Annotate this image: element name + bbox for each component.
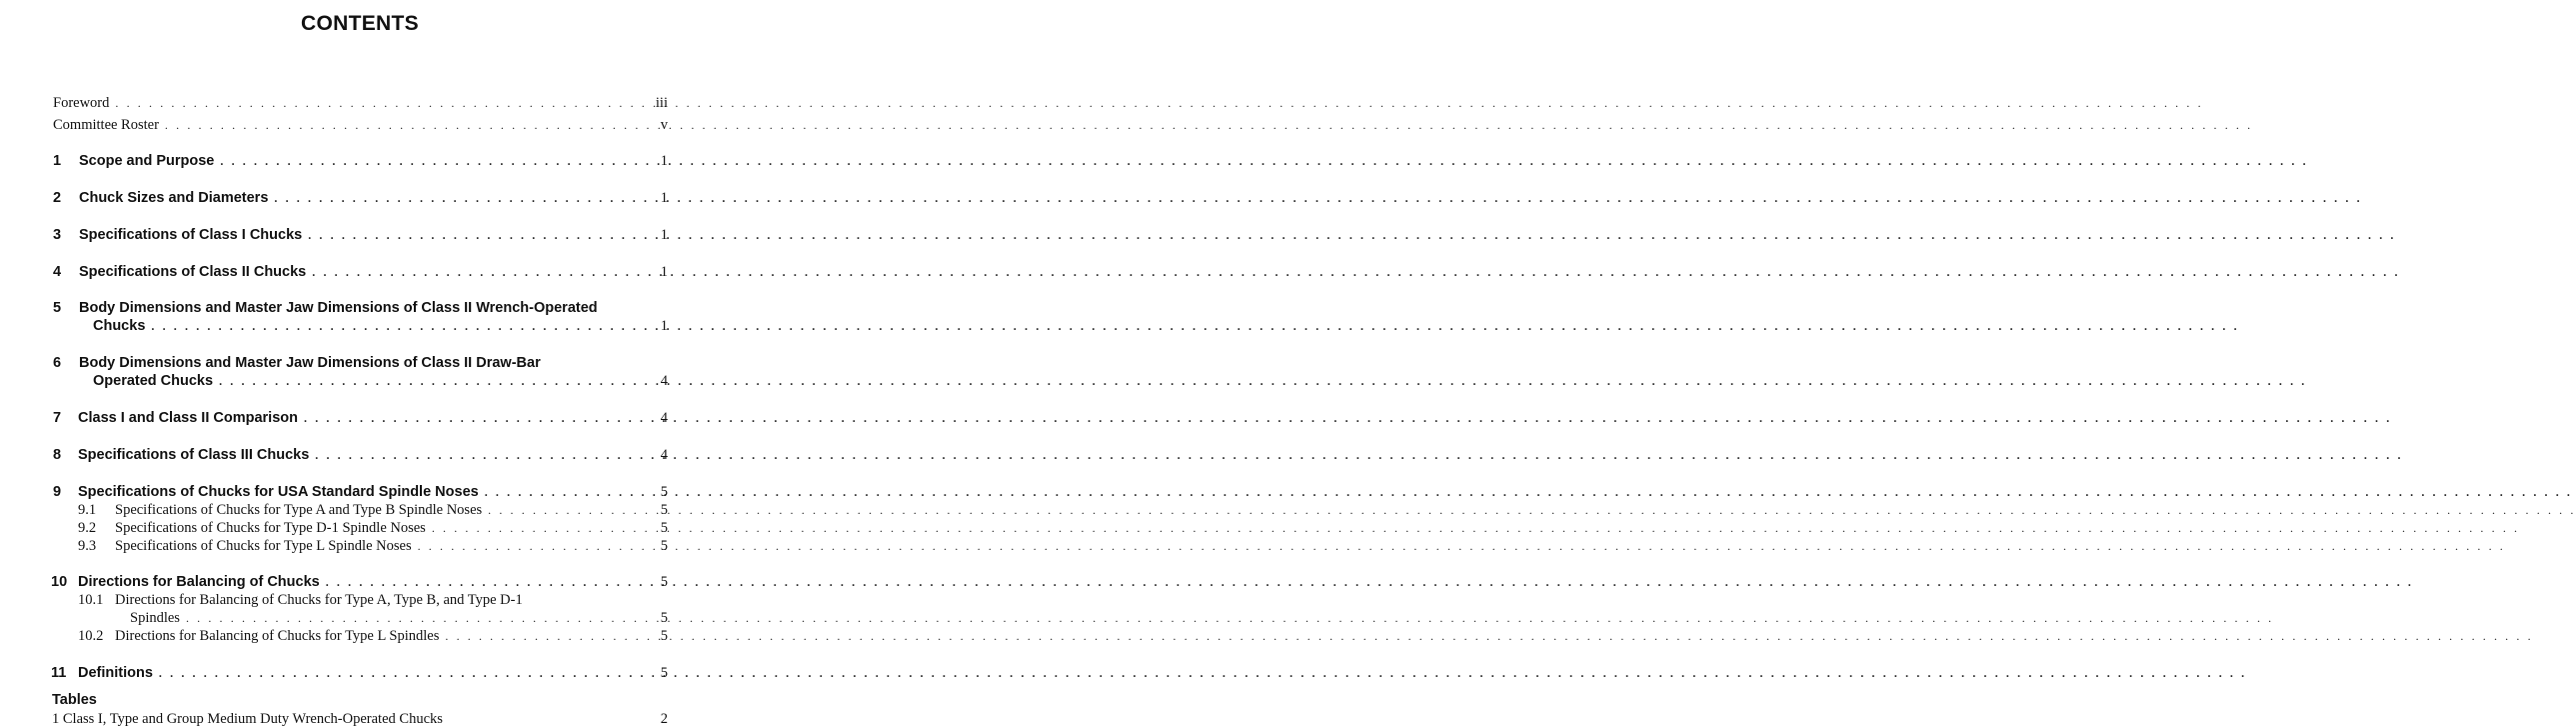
toc-entry-section-9[interactable] — [78, 484, 632, 502]
toc-entry-section-2[interactable] — [79, 190, 632, 208]
leader-dots — [432, 521, 2520, 536]
section-number: 7 — [53, 410, 62, 426]
leader-dots — [220, 154, 2308, 169]
entry-page-number: 1 — [660, 190, 668, 206]
entry-label: Definitions — [78, 665, 153, 681]
entry-page-number: 4 — [660, 410, 668, 426]
toc-entry-section-10[interactable] — [78, 574, 632, 592]
toc-page — [0, 0, 748, 727]
toc-entry-section-4[interactable] — [79, 264, 632, 282]
entry-label: Specifications of Class I Chucks — [79, 227, 303, 243]
entry-label: Specifications of Chucks for Type A and Type B Spindle Noses — [115, 502, 483, 518]
tables-heading: Tables — [52, 692, 97, 708]
subsection-number: 9.2 — [78, 520, 97, 536]
entry-page-number: 5 — [660, 502, 668, 518]
toc-entry-section-11[interactable] — [78, 665, 632, 683]
leader-dots — [274, 191, 2362, 206]
entry-label: Specifications of Class III Chucks — [78, 447, 310, 463]
toc-entry-section-6-line-2[interactable] — [93, 373, 632, 391]
entry-page-number: v — [660, 117, 668, 133]
entry-label: Directions for Balancing of Chucks for Type L Spindles — [115, 628, 440, 644]
section-number: 10 — [51, 574, 68, 590]
entry-page-number: 5 — [660, 520, 668, 536]
leader-dots — [418, 539, 2506, 554]
entry-label: Specifications of Chucks for Type L Spindle Noses — [115, 538, 412, 554]
toc-entry-subsection-10-1-line-1[interactable] — [115, 592, 645, 610]
leader-dots — [445, 629, 2533, 644]
section-number: 2 — [53, 190, 62, 206]
toc-entry-section-6-line-1[interactable] — [79, 355, 639, 373]
subsection-number: 9.1 — [78, 502, 97, 518]
toc-entry-section-8[interactable] — [78, 447, 632, 465]
leader-dots — [219, 374, 2307, 389]
entry-label: Foreword — [53, 95, 110, 111]
section-number: 5 — [53, 300, 62, 316]
entry-label-continued: Operated Chucks — [93, 373, 214, 389]
section-number: 11 — [51, 665, 67, 681]
toc-entry-section-3[interactable] — [79, 227, 632, 245]
entry-page-number: 1 — [660, 264, 668, 280]
entry-page-number: 4 — [660, 373, 668, 389]
section-number: 8 — [53, 447, 62, 463]
toc-entry-foreword[interactable] — [53, 95, 632, 113]
entry-label-continued: Spindles — [130, 610, 180, 626]
entry-page-number: 1 — [660, 318, 668, 334]
entry-page-number: 5 — [660, 628, 668, 644]
entry-page-number: 5 — [660, 574, 668, 590]
entry-label: Specifications of Chucks for USA Standard Spindle Noses — [78, 484, 479, 500]
entry-label: Body Dimensions and Master Jaw Dimensions of Class II Wrench-Operated — [79, 300, 598, 316]
entry-label: Scope and Purpose — [79, 153, 215, 169]
entry-label: Chuck Sizes and Diameters — [79, 190, 269, 206]
entry-label: Committee Roster — [53, 117, 159, 133]
entry-page-number: 5 — [660, 665, 668, 681]
toc-entry-subsection-10-2[interactable] — [115, 628, 632, 646]
entry-page-number: iii — [655, 95, 668, 111]
entry-label: Class I and Class II Comparison — [78, 410, 298, 426]
entry-label: 1 Class I, Type and Group Medium Duty Wrench-Operated Chucks — [52, 711, 443, 727]
leader-dots — [315, 448, 2403, 463]
entry-label: Directions for Balancing of Chucks — [78, 574, 320, 590]
subsection-number: 10.2 — [78, 628, 104, 644]
leader-dots — [304, 411, 2392, 426]
subsection-number: 10.1 — [78, 592, 104, 608]
entry-page-number: 5 — [660, 610, 668, 626]
leader-dots — [115, 96, 2203, 111]
entry-page-number: 2 — [660, 711, 668, 727]
entry-label: Body Dimensions and Master Jaw Dimensions of Class II Draw-Bar — [79, 355, 541, 371]
toc-entry-section-1[interactable] — [79, 153, 632, 171]
toc-entry-section-5-line-2[interactable] — [93, 318, 632, 336]
entry-page-number: 4 — [660, 447, 668, 463]
leader-dots — [165, 118, 2253, 133]
entry-page-number: 5 — [660, 484, 668, 500]
toc-entry-subsection-9-3[interactable] — [115, 538, 632, 556]
toc-entry-subsection-9-1[interactable] — [115, 502, 632, 520]
entry-label-continued: Chucks — [93, 318, 146, 334]
leader-dots — [159, 666, 2247, 681]
entry-page-number: 1 — [660, 153, 668, 169]
toc-entry-table-1-cut[interactable] — [52, 711, 672, 727]
toc-entry-subsection-10-1-line-2[interactable] — [130, 610, 632, 628]
subsection-number: 9.3 — [78, 538, 97, 554]
toc-entry-subsection-9-2[interactable] — [115, 520, 632, 538]
entry-page-number: 1 — [660, 227, 668, 243]
toc-entry-committee-roster[interactable] — [53, 117, 632, 135]
section-number: 1 — [53, 153, 62, 169]
page-title: CONTENTS — [301, 12, 419, 35]
section-number: 3 — [53, 227, 62, 243]
section-number: 9 — [53, 484, 62, 500]
leader-dots — [151, 319, 2239, 334]
section-number: 4 — [53, 264, 62, 280]
leader-dots — [485, 485, 2573, 500]
entry-label: Specifications of Class II Chucks — [79, 264, 307, 280]
entry-label: Directions for Balancing of Chucks for Type A, Type B, and Type D-1 — [115, 592, 523, 608]
leader-dots — [186, 611, 2274, 626]
leader-dots — [312, 265, 2400, 280]
toc-entry-section-7[interactable] — [78, 410, 632, 428]
leader-dots — [488, 503, 2576, 518]
entry-page-number: 5 — [660, 538, 668, 554]
section-number: 6 — [53, 355, 62, 371]
entry-label: Specifications of Chucks for Type D-1 Spindle Noses — [115, 520, 426, 536]
leader-dots — [308, 228, 2396, 243]
toc-entry-section-5-line-1[interactable] — [79, 300, 639, 318]
